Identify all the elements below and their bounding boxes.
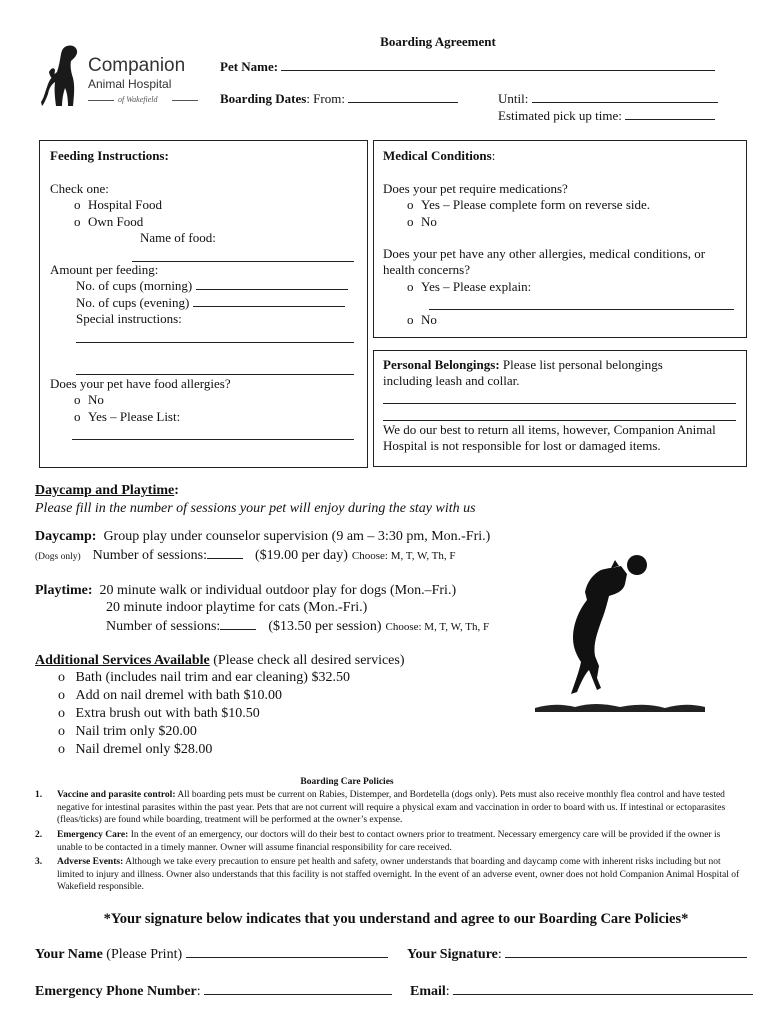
signature-field[interactable] [505, 957, 747, 958]
policies-title: Boarding Care Policies [300, 777, 394, 787]
health-yes-option[interactable]: o Yes – Please explain: [407, 279, 532, 294]
service-nail-dremel[interactable]: o Nail dremel only $28.00 [58, 742, 213, 757]
daycamp-sessions-row: (Dogs only) Number of sessions: ($19.00 per day) Choose: M, T, W, Th, F [35, 548, 456, 563]
cups-evening-row: No. of cups (evening) [76, 295, 345, 311]
name-of-food-field[interactable] [132, 261, 354, 262]
until-date-field[interactable] [532, 102, 718, 103]
pickup-row [498, 108, 715, 124]
playtime-row: Playtime: 20 minute walk or individual outdoor play for dogs (Mon.–Fri.) [35, 583, 457, 598]
playtime-sessions-field[interactable] [220, 629, 256, 630]
health-concerns-question: Does your pet have any other allergies, medical conditions, or health concerns? [383, 246, 706, 277]
belongings-note: We do our best to return all items, however, Companion Animal Hospital is not responsible for lost or damaged items. [383, 422, 716, 453]
special-instructions-field-1[interactable] [76, 342, 354, 343]
pet-name-row [220, 59, 715, 75]
special-instructions-label: Special instructions: [76, 311, 182, 326]
playtime-cats: 20 minute indoor playtime for cats (Mon.-Fri.) [106, 600, 368, 615]
cups-evening-field[interactable] [193, 306, 345, 307]
hospital-logo [40, 44, 210, 110]
belongings-field-1[interactable] [383, 403, 736, 404]
cups-morning-field[interactable] [196, 289, 348, 290]
signature-row: Your Signature: [407, 946, 747, 964]
ball-icon [627, 555, 647, 575]
health-explain-field[interactable] [429, 309, 734, 310]
policy-adverse: 3. Adverse Events: Although we take every precaution to ensure pet health and safety, owner understands that boarding and daycamp come with inherent risks including but not limited to injury and illness. Owner also understands that this facility is not staffed overnight. In the event of an adverse event, owner does not hold Companion Animal Hospital of Wakefield responsible. [35, 857, 740, 892]
boarding-dates-label: Boarding Dates [220, 91, 307, 106]
daycamp-sessions-field[interactable] [207, 558, 243, 559]
your-name-row: Your Name (Please Print) [35, 946, 388, 964]
allergy-no-option[interactable]: o No [74, 392, 104, 407]
dog-cat-logo-icon [40, 44, 90, 108]
medical-title: Medical Conditions: [383, 148, 496, 163]
own-food-option[interactable]: o Own Food [74, 214, 144, 229]
allergy-list-field[interactable] [72, 439, 354, 440]
until-row [498, 91, 718, 107]
dog-silhouette-icon [571, 560, 627, 694]
belongings-text: Personal Belongings: Please list personal belongings including leash and collar. [383, 357, 663, 388]
boarding-dates-row: Boarding Dates: From: [220, 91, 458, 107]
logo-location: of Wakefield [88, 95, 198, 105]
daycamp-subheading: Please fill in the number of sessions your pet will enjoy during the stay with us [35, 501, 476, 516]
medications-yes-option[interactable]: o Yes – Please complete form on reverse side. [407, 197, 651, 212]
service-bath[interactable]: o Bath (includes nail trim and ear cleaning) $32.50 [58, 670, 350, 685]
medications-question: Does your pet require medications? [383, 181, 568, 196]
health-no-option[interactable]: o No [407, 312, 437, 327]
email-field[interactable] [453, 994, 753, 995]
medical-conditions-box [373, 140, 747, 338]
from-date-field[interactable] [348, 102, 458, 103]
cups-morning-row: No. of cups (morning) [76, 278, 348, 294]
check-one-label: Check one: [50, 181, 109, 196]
feeding-title: Feeding Instructions: [50, 148, 169, 163]
jumping-dog-illustration [535, 552, 715, 714]
medications-no-option[interactable]: o No [407, 214, 437, 229]
logo-name: Companion [88, 55, 186, 76]
pet-name-label: Pet Name: [220, 59, 279, 74]
policy-emergency: 2. Emergency Care: In the event of an emergency, our doctors will do their best to contact owners prior to treatment. Necessary emergency care will be provided if the owner is unable to be contacted in a timely manner. Owner will assume financial responsibility for care received. [35, 830, 721, 853]
pet-name-field[interactable] [281, 70, 715, 71]
hospital-food-option[interactable]: o Hospital Food [74, 197, 163, 212]
feeding-instructions-box [39, 140, 368, 468]
service-dremel-bath[interactable]: o Add on nail dremel with bath $10.00 [58, 688, 282, 703]
pickup-time-field[interactable] [625, 119, 715, 120]
personal-belongings-box [373, 350, 747, 467]
until-label: Until: [498, 91, 529, 106]
logo-sub: Animal Hospital [88, 77, 172, 91]
additional-heading: Additional Services Available (Please check all desired services) [35, 653, 405, 668]
name-of-food-label: Name of food: [140, 230, 216, 245]
your-name-field[interactable] [186, 957, 388, 958]
playtime-sessions-row: Number of sessions: ($13.50 per session) Choose: M, T, W, Th, F [106, 619, 490, 634]
belongings-field-2[interactable] [383, 420, 736, 421]
signature-note: *Your signature below indicates that you understand and agree to our Boarding Care Policies* [103, 911, 689, 927]
phone-row: Emergency Phone Number: [35, 983, 392, 1001]
daycamp-heading: Daycamp and Playtime: [35, 483, 179, 498]
service-nail-trim[interactable]: o Nail trim only $20.00 [58, 724, 197, 739]
policy-vaccine: 1. Vaccine and parasite control: All boarding pets must be current on Rabies, Distemper, and Bordetella (dogs only). Pets must also receive monthly flea control and have tested negative for intestinal parasites within the past year. Pets that are not current will require a physical exam and vaccination in order to board with us. If intestinal or ectoparasites (fleas/ticks) are found while boarding, treatment will be performed at the owner’s expense. [35, 790, 726, 825]
amount-label: Amount per feeding: [50, 262, 159, 277]
food-allergy-question: Does your pet have food allergies? [50, 376, 231, 391]
page-title: Boarding Agreement [380, 34, 496, 49]
special-instructions-field-2[interactable] [76, 374, 354, 375]
phone-field[interactable] [204, 994, 392, 995]
grass-icon [535, 704, 705, 712]
allergy-yes-option[interactable]: o Yes – Please List: [74, 409, 181, 424]
pickup-label: Estimated pick up time: [498, 108, 622, 123]
email-row: Email: [410, 983, 753, 1001]
daycamp-row: Daycamp: Group play under counselor supervision (9 am – 3:30 pm, Mon.-Fri.) [35, 529, 491, 544]
service-brush-out[interactable]: o Extra brush out with bath $10.50 [58, 706, 260, 721]
